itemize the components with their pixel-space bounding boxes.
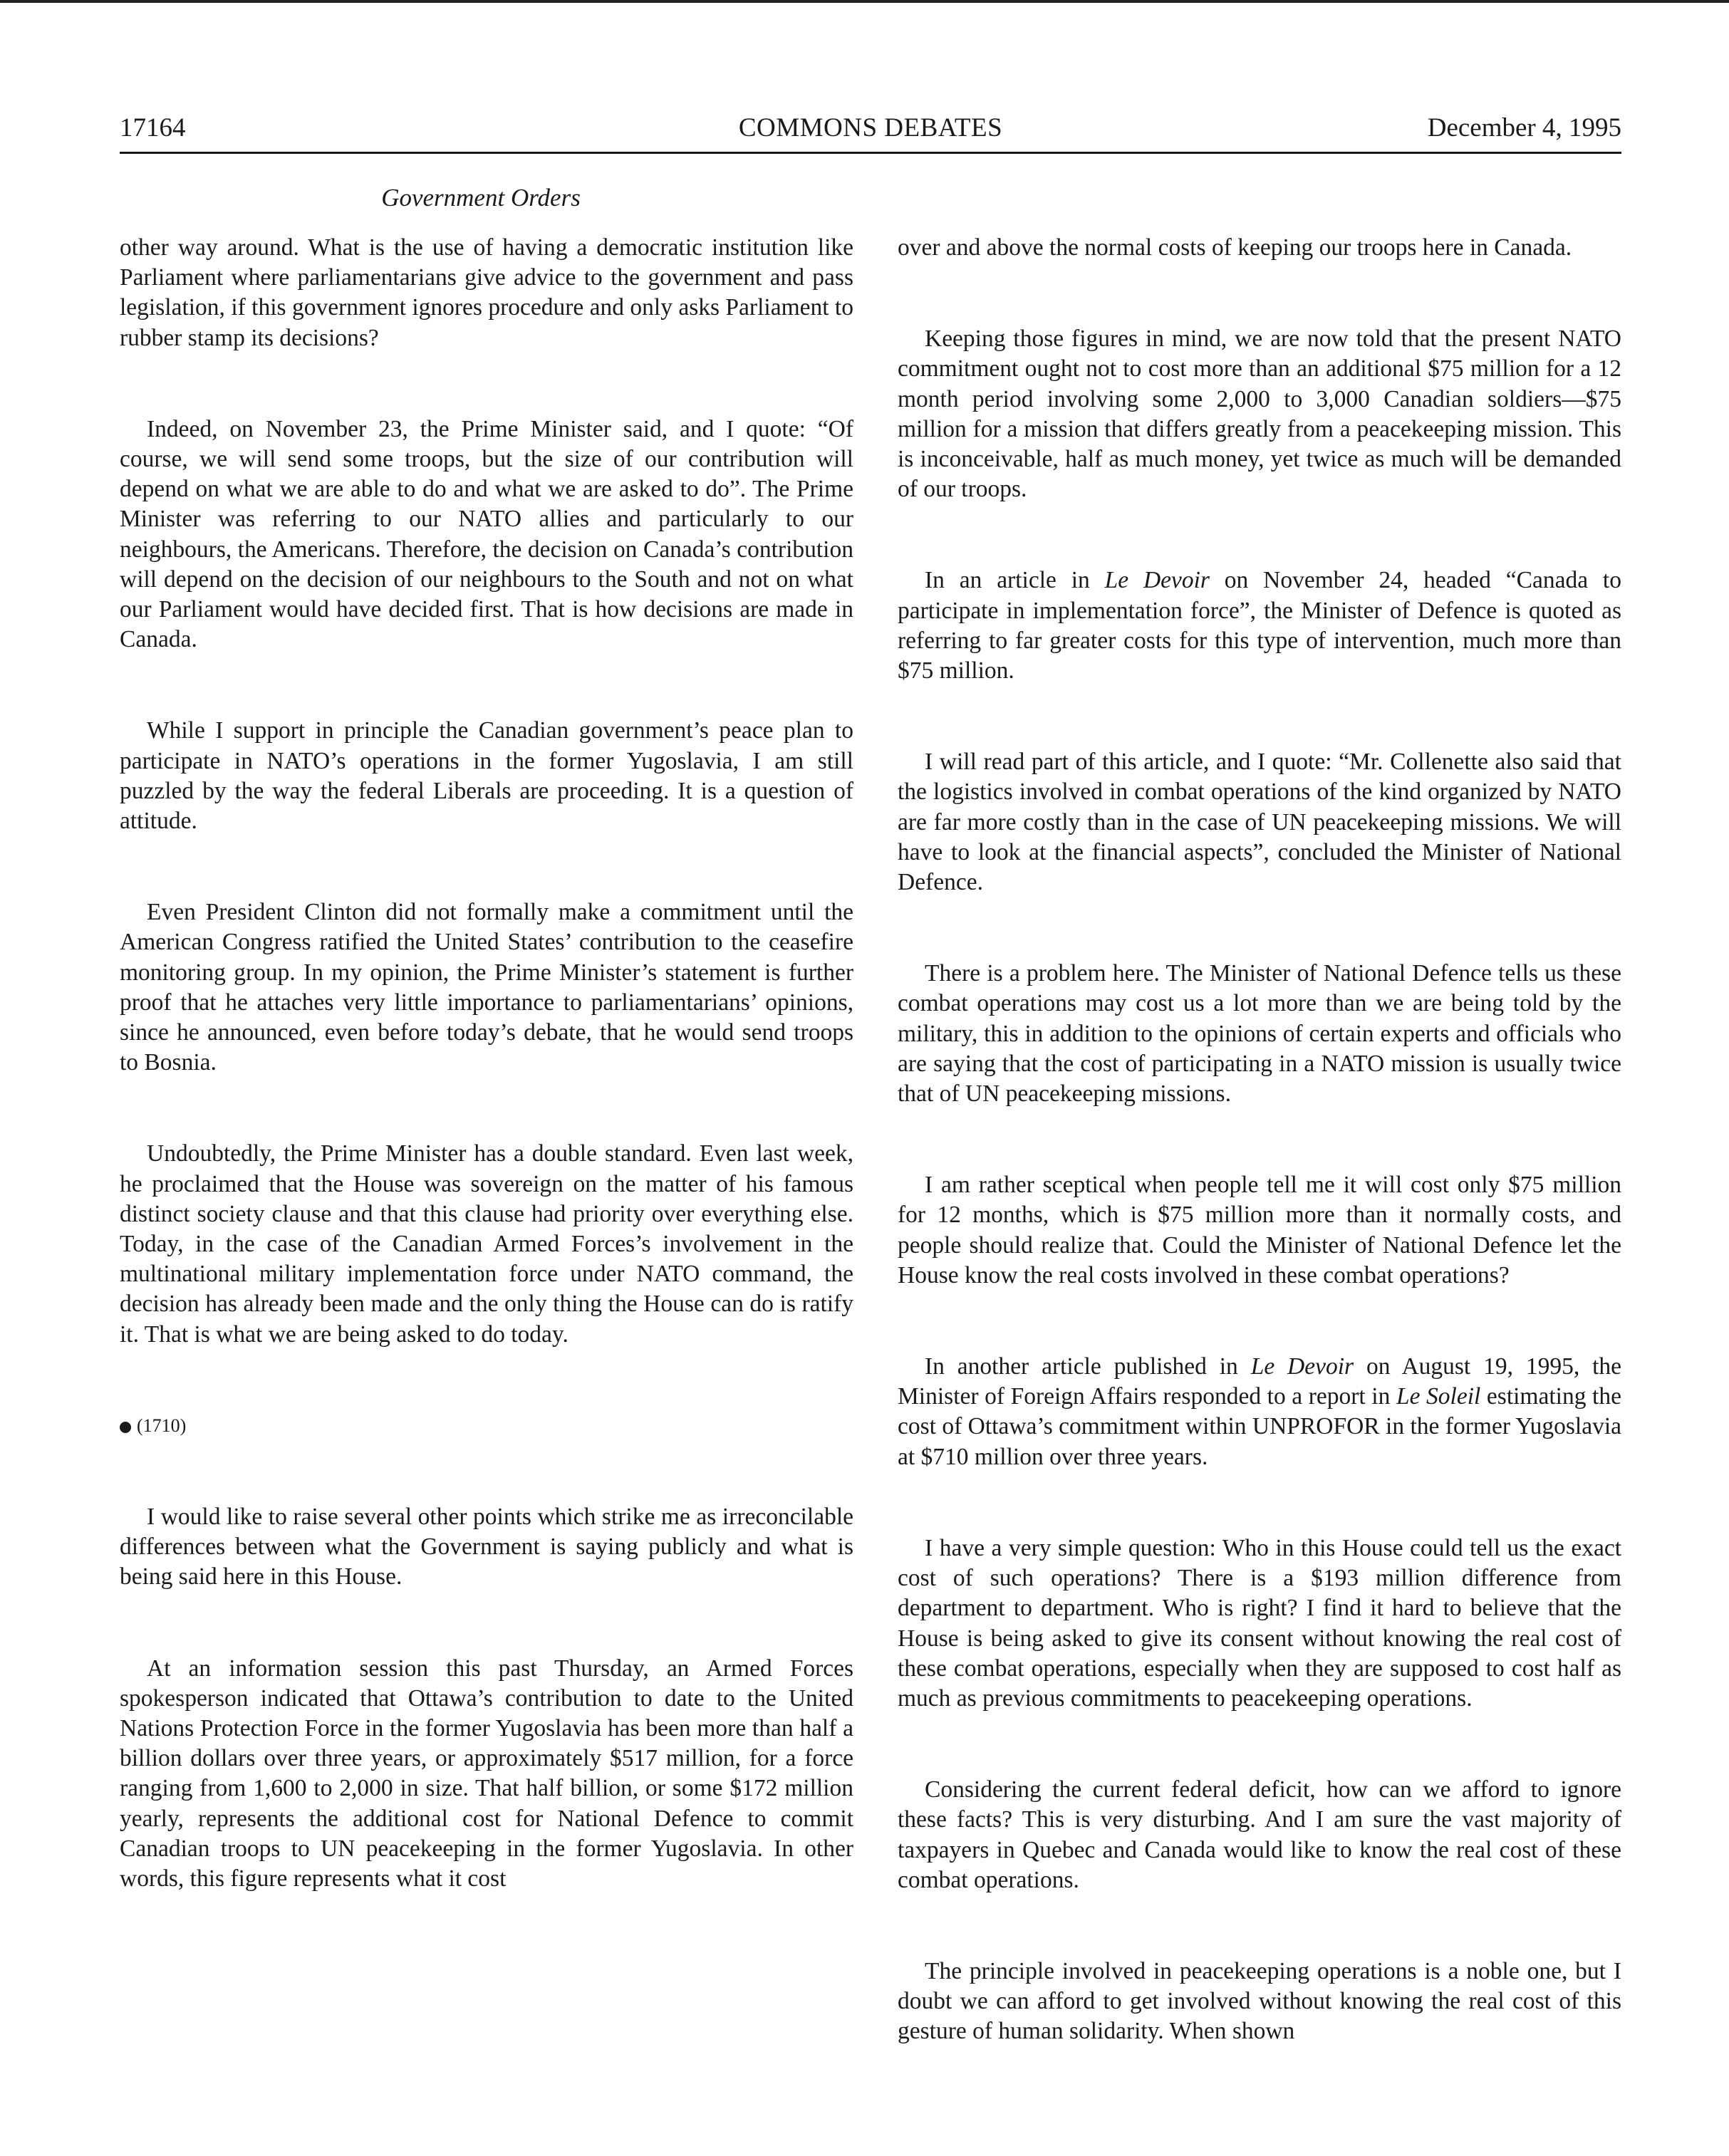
- page-header: [120, 105, 1621, 151]
- page-number: 17164: [120, 113, 186, 142]
- newspaper-name: Le Soleil: [1396, 1383, 1481, 1410]
- header-rule: [120, 152, 1621, 154]
- newspaper-name: Le Devoir: [1250, 1353, 1354, 1380]
- paragraph: While I support in principle the Canadian government’s peace plan to participate in NATO’s operations in the former Yugoslavia, I am still puzzled by the way the federal Liberals are proceeding. It is a question of attitude.: [120, 717, 853, 835]
- time-marker-label: (1710): [137, 1415, 187, 1436]
- paragraph: The principle involved in peacekeeping operations is a noble one, but I doubt we can afford to get involved without knowing the real cost of this gesture of human solidarity. When shown: [898, 1957, 1621, 2045]
- text-run: estimating the cost of Ottawa’s commitment within UNPROFOR in the former Yugoslavia at $710 million over three years.: [898, 1383, 1621, 1470]
- paragraph: I have a very simple question: Who in this House could tell us the exact cost of such operations? There is a $193 million difference from department to department. Who is right? I find it hard to believe that the House is being asked to give its consent without knowing the real cost of these combat operations, especially when they are supposed to cost half as much as previous commitments to peacekeeping operations.: [898, 1534, 1621, 1712]
- paragraph: other way around. What is the use of having a democratic institution like Parliament where parliamentarians give advice to the government and pass legislation, if this government ignores procedure and only asks Parliament to rubber stamp its decisions?: [120, 234, 853, 351]
- paragraph: At an information session this past Thursday, an Armed Forces spokesperson indicated that Ottawa’s contribution to date to the United Nations Protection Force in the former Yugoslavia has been more than half a billion dollars over three years, or approximately $517 million, for a force ranging from 1,600 to 2,000 in size. That half billion, or some $172 million yearly, represents the additional cost for National Defence to commit Canadian troops to UN peacekeeping in the former Yugoslavia. In other words, this figure represents what it cost: [120, 1655, 853, 1892]
- bullet-icon: [120, 1422, 131, 1433]
- paragraph: [898, 566, 1621, 686]
- paragraph: I am rather sceptical when people tell me it will cost only $75 million for 12 months, which is $75 million more than it normally costs, and people should realize that. Could the Minister of National Defence let the House know the real costs involved in these combat operations?: [898, 1172, 1621, 1288]
- paragraph: Indeed, on November 23, the Prime Minister said, and I quote: “Of course, we will send some troops, but the size of our contribution will depend on what we are able to do and what we are asked to do”. The Prime Minister was referring to our NATO allies and particularly to our neighbours, the Americans. Therefore, the decision on Canada’s contribution will depend on the decision of our neighbours to the South and not on what our Parliament would have decided first. That is how decisions are made in Canada.: [120, 415, 853, 653]
- text-run: on August 19, 1995, the Minister of Foreign Affairs responded to a report in: [898, 1353, 1621, 1410]
- scan-top-edge: [0, 0, 1729, 3]
- text-run: In an article in: [925, 567, 1105, 594]
- paragraph: over and above the normal costs of keeping our troops here in Canada.: [898, 234, 1572, 261]
- paragraph: Considering the current federal deficit, how can we afford to ignore these facts? This is very disturbing. And I am sure the vast majority of taxpayers in Quebec and Canada would like to know the real cost of these combat operations.: [898, 1776, 1621, 1893]
- text-run: on November 24, headed “Canada to participate in implementation force”, the Minister of Defence is quoted as referring to far greater costs for this type of intervention, much more than $75 million.: [898, 567, 1621, 684]
- text-run: In another article published in: [925, 1353, 1251, 1380]
- publication-date: December 4, 1995: [1427, 113, 1621, 142]
- paragraph: Even President Clinton did not formally make a commitment until the American Congress ratified the United States’ contribution to the ceasefire monitoring group. In my opinion, the Prime Minister’s statement is further proof that he attaches very little importance to parliamentarians’ opinions, since he announced, even before today’s debate, that he would send troops to Bosnia.: [120, 899, 853, 1076]
- section-title: Government Orders: [381, 184, 581, 212]
- publication-title: COMMONS DEBATES: [738, 113, 1003, 142]
- paragraph: Undoubtedly, the Prime Minister has a double standard. Even last week, he proclaimed that the House was sovereign on the matter of his famous distinct society clause and that this clause had priority over everything else. Today, in the case of the Canadian Armed Forces’s involvement in the multinational military implementation force under NATO command, the decision has already been made and the only thing the House can do is ratify it. That is what we are being asked to do today.: [120, 1140, 853, 1348]
- newspaper-name: Le Devoir: [1104, 567, 1210, 594]
- paragraph: There is a problem here. The Minister of National Defence tells us these combat operations may cost us a lot more than we are being told by the military, this in addition to the opinions of certain experts and officials who are saying that the cost of participating in a NATO mission is usually twice that of UN peacekeeping missions.: [898, 960, 1621, 1108]
- time-marker: [120, 1411, 853, 1441]
- paragraph: I will read part of this article, and I quote: “Mr. Collenette also said that the logistics involved in combat operations of the kind organized by NATO are far more costly than in the case of UN peacekeeping missions. We will have to look at the financial aspects”, concluded the Minister of National Defence.: [898, 749, 1621, 896]
- paragraph: Keeping those figures in mind, we are now told that the present NATO commitment ought not to cost more than an additional $75 million for a 12 month period involving some 2,000 to 3,000 Canadian soldiers—$75 million for a mission that differs greatly from a peacekeeping mission. This is inconceivable, half as much money, yet twice as much will be demanded of our troops.: [898, 326, 1621, 503]
- left-column: [120, 233, 853, 1955]
- paragraph: [898, 1352, 1621, 1472]
- right-column: [898, 233, 1621, 2108]
- paragraph: I would like to raise several other points which strike me as irreconcilable differences between what the Government is saying publicly and what is being said here in this House.: [120, 1503, 853, 1590]
